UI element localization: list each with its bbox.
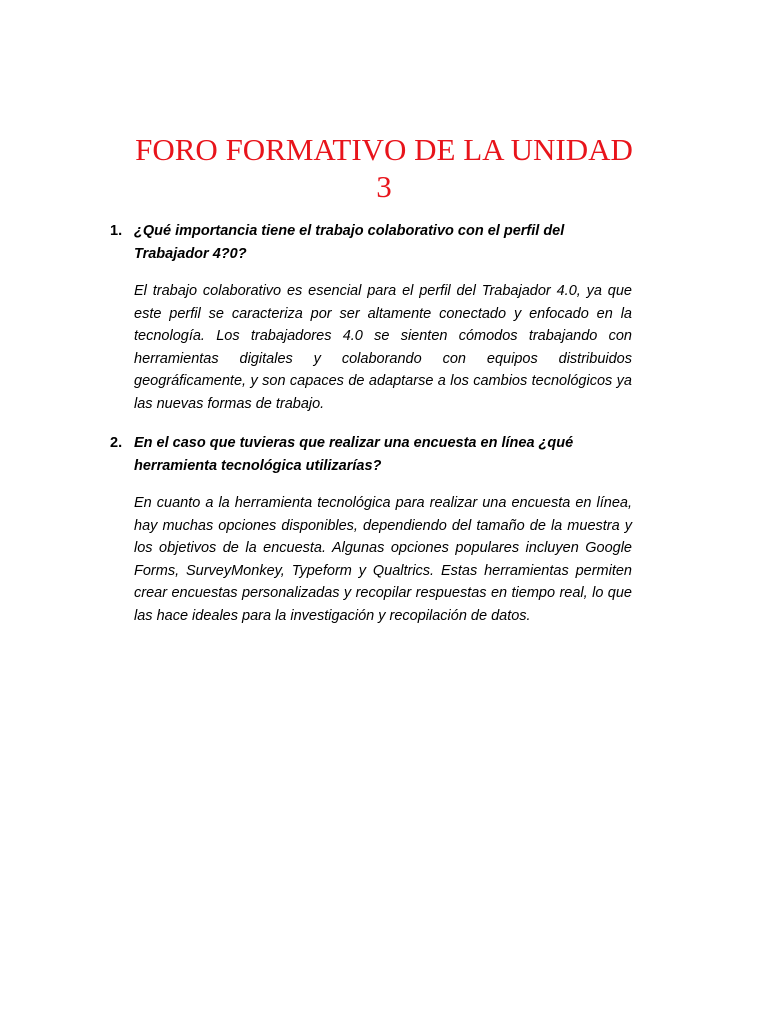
question-text: ¿Qué importancia tiene el trabajo colaborativo con el perfil del Trabajador 4?0? [134,223,565,262]
title-line-2: 3 [376,169,392,204]
question-item-2 [110,432,632,628]
question-item-1 [110,220,632,416]
question-text: En el caso que tuvieras que realizar una encuesta en línea ¿qué herramienta tecnológica utilizarías? [134,435,574,474]
title-line-1: FORO FORMATIVO DE LA UNIDAD [135,132,633,167]
question-heading [110,432,632,478]
answer-paragraph: El trabajo colaborativo es esencial para el perfil del Trabajador 4.0, ya que este perfil se caracteriza por ser altamente conectado y enfocado en la tecnología. Los trabajadores 4.0 se sienten cómodos trabajando con herramientas digitales y colaborando con equipos distribuidos geográficamente, y son capaces de adaptarse a los cambios tecnológicos ya las nuevas formas de trabajo. [134,283,632,412]
answer-paragraph: En cuanto a la herramienta tecnológica para realizar una encuesta en línea, hay muchas opciones disponibles, dependiendo del tamaño de la muestra y los objetivos de la encuesta. Algunas opciones populares incluyen Google Forms, SurveyMonkey, Typeform y Qualtrics. Estas herramientas permiten crear encuestas personalizadas y recopilar respuestas en tiempo real, lo que las hace ideales para la investigación y recopilación de datos. [134,495,632,624]
page-title [100,131,668,205]
question-number: 1. [110,223,123,239]
question-heading [110,220,632,266]
question-number: 2. [110,435,123,451]
